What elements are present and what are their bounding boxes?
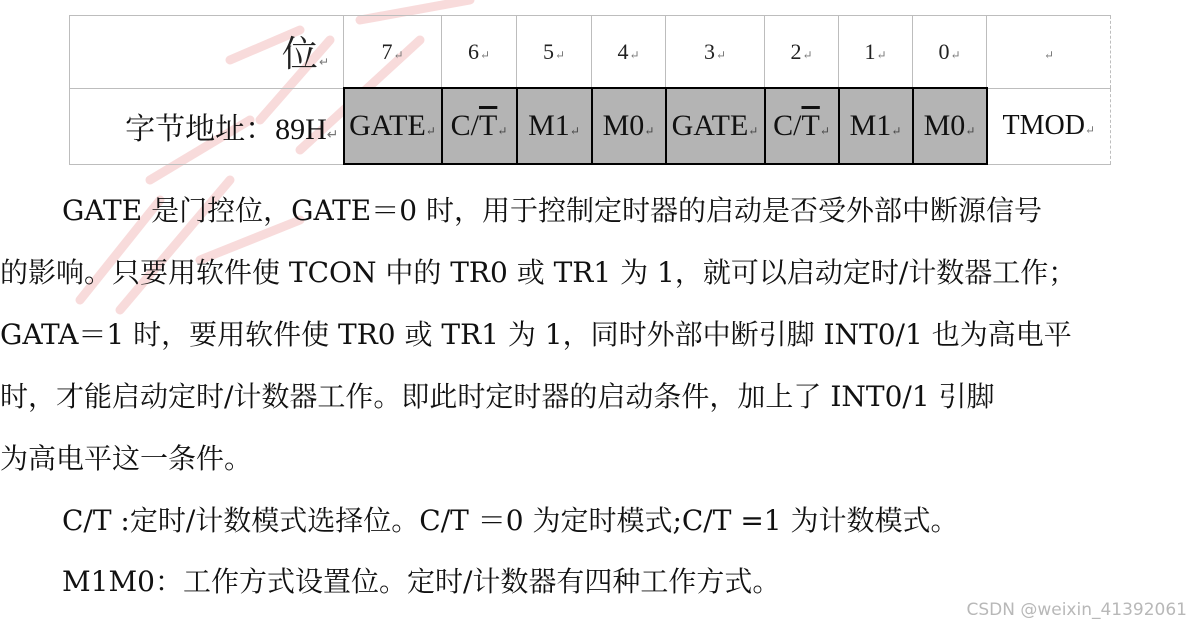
byte-address-row (70, 88, 1111, 164)
bit-position-0: 0↵ (913, 16, 987, 89)
bit-position-4: 4↵ (592, 16, 666, 89)
byte-address-label: 字节地址：89H↵ (70, 88, 344, 164)
tmod-register-table (69, 15, 1111, 165)
bit-name-ct-hi: $C/\overline{T}↵$ (442, 88, 517, 164)
bit-name-ct-lo: $C/\overline{T}↵$ (765, 88, 839, 164)
ct-description-paragraph: C/T :定时/计数模式选择位。C/T ＝0 为定时模式;C/T =1 为计数模式。 (62, 504, 959, 537)
gate-line-4: 时，才能启动定时/计数器工作。即此时定时器的启动条件，加上了 INT0/1 引脚 (0, 380, 995, 413)
csdn-watermark: CSDN @weixin_41392061 (966, 600, 1187, 620)
bit-position-empty: ↵ (987, 16, 1111, 89)
bit-position-1: 1↵ (839, 16, 913, 89)
m1m0-description-paragraph: M1M0：工作方式设置位。定时/计数器有四种工作方式。 (62, 565, 781, 598)
bit-row-label: 位↵ (70, 16, 344, 89)
gate-line-1: GATE 是门控位，GATE＝0 时，用于控制定时器的启动是否受外部中断源信号 (62, 194, 1042, 227)
bit-position-row (70, 16, 1111, 89)
bit-position-7: 7↵ (344, 16, 442, 89)
bit-name-m0-hi: M0↵ (592, 88, 666, 164)
byte-address-value: 89H (275, 113, 327, 146)
bit-name-m0-lo: M0↵ (913, 88, 987, 164)
gate-line-3: GATA＝1 时，要用软件使 TR0 或 TR1 为 1，同时外部中断引脚 INT0/1 也为高电平 (0, 318, 1072, 351)
gate-description-paragraph (0, 180, 1197, 490)
bit-position-3: 3↵ (666, 16, 765, 89)
bit-name-gate-lo: GATE↵ (666, 88, 765, 164)
bit-position-5: 5↵ (517, 16, 592, 89)
bit-position-6: 6↵ (442, 16, 517, 89)
bit-name-gate-hi: GATE↵ (344, 88, 442, 164)
bit-position-2: 2↵ (765, 16, 839, 89)
gate-line-2: 的影响。只要用软件使 TCON 中的 TR0 或 TR1 为 1，就可以启动定时/计数器工作； (0, 256, 1077, 289)
bit-name-m1-lo: M1↵ (839, 88, 913, 164)
gate-line-5: 为高电平这一条件。 (0, 442, 253, 475)
bit-name-m1-hi: M1↵ (517, 88, 592, 164)
register-name: TMOD↵ (987, 88, 1111, 164)
